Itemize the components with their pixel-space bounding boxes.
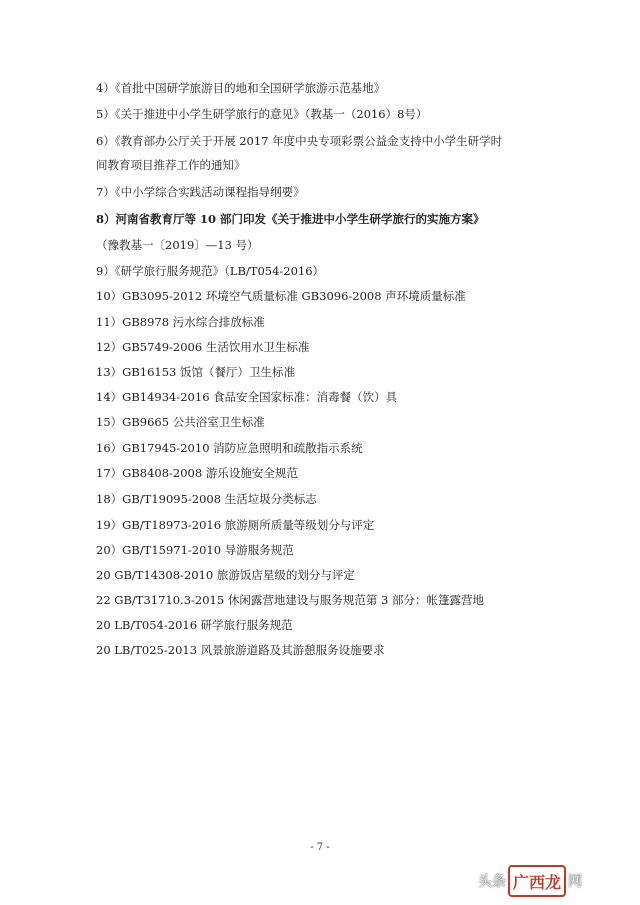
reference-line: 22 GB/T31710.3-2015 休闲露营地建设与服务规范第 3 部分：帐篷露营地 <box>96 593 484 607</box>
reference-line: 17）GB8408-2008 游乐设施安全规范 <box>96 466 298 480</box>
watermark-suffix: 网 <box>568 874 582 890</box>
page-number: - 7 - <box>310 842 330 853</box>
reference-line: 13）GB16153 饭馆（餐厅）卫生标准 <box>96 365 296 379</box>
reference-line: 4）《首批中国研学旅游目的地和全国研学旅游示范基地》 <box>96 81 386 95</box>
reference-line: 15）GB9665 公共浴室卫生标准 <box>96 415 265 429</box>
reference-line: 20 GB/T14308-2010 旅游饭店星级的划分与评定 <box>96 568 355 582</box>
reference-line: （豫教基一〔2019〕—13 号） <box>96 238 259 252</box>
reference-line: 6）《教育部办公厅关于开展 2017 年度中央专项彩票公益金支持中小学生研学时 <box>96 134 503 148</box>
reference-line: 12）GB5749-2006 生活饮用水卫生标准 <box>96 340 310 354</box>
reference-line: 16）GB17945-2010 消防应急照明和疏散指示系统 <box>96 441 363 455</box>
reference-line: 8）河南省教育厅等 10 部门印发《关于推进中小学生研学旅行的实施方案》 <box>96 212 485 226</box>
reference-line: 20 LB/T054-2016 研学旅行服务规范 <box>96 618 293 632</box>
reference-line: 11）GB8978 污水综合排放标准 <box>96 315 265 329</box>
reference-line: 间教育项目推荐工作的通知》 <box>96 158 246 172</box>
reference-line: 19）GB/T18973-2016 旅游厕所质量等级划分与评定 <box>96 518 375 532</box>
watermark-prefix: 头条 <box>478 874 506 890</box>
reference-line: 7）《中小学综合实践活动课程指导纲要》 <box>96 185 305 199</box>
reference-line: 9）《研学旅行服务规范》（LB/T054-2016） <box>96 264 325 278</box>
reference-line: 20）GB/T15971-2010 导游服务规范 <box>96 543 294 557</box>
reference-line: 10）GB3095-2012 环境空气质量标准 GB3096-2008 声环境质量标准 <box>96 289 466 303</box>
reference-line: 18）GB/T19095-2008 生活垃圾分类标志 <box>96 492 317 506</box>
reference-line: 14）GB14934-2016 食品安全国家标准：消毒餐（饮）具 <box>96 390 398 404</box>
reference-line: 20 LB/T025-2013 风景旅游道路及其游憩服务设施要求 <box>96 643 385 657</box>
watermark <box>478 864 634 898</box>
watermark-logo: 广西龙 <box>508 865 566 897</box>
reference-line: 5）《关于推进中小学生研学旅行的意见》（教基一（2016）8号） <box>96 107 428 121</box>
